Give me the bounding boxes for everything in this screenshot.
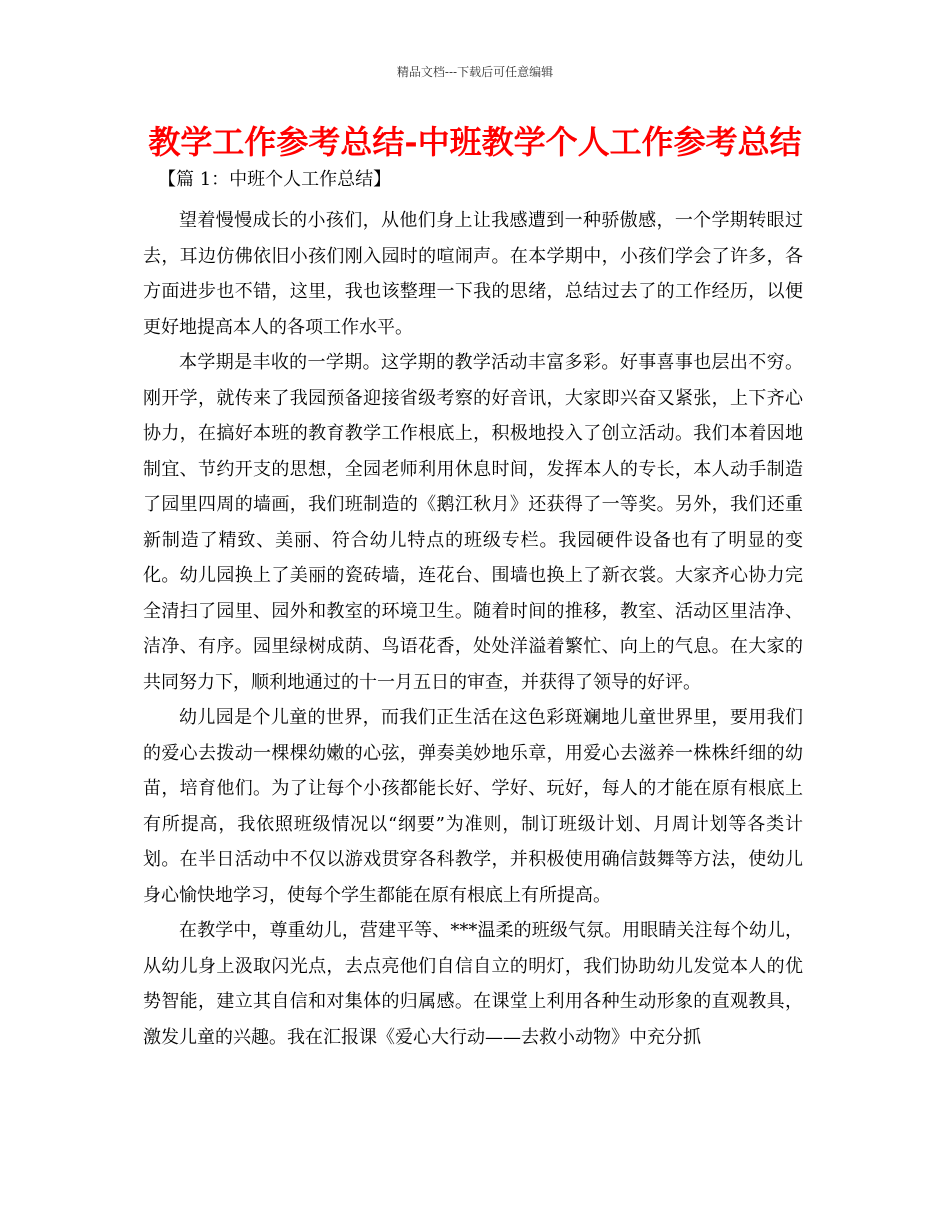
paragraph: 在教学中，尊重幼儿，营建平等、***温柔的班级气氛。用眼睛关注每个幼儿，从幼儿身上汲取闪光点，去点亮他们自信自立的明灯，我们协助幼儿发觉本人的优势智能，建立其自信和对集体的归属感。在课堂上利用各种生动形象的直观教具，激发儿童的兴趣。我在汇报课《爱心大行动——去救小动物》中充分抓 <box>143 920 803 1048</box>
paragraph: 幼儿园是个儿童的世界，而我们正生活在这色彩斑斓地儿童世界里，要用我们的爱心去拨动一棵棵幼嫩的心弦，弹奏美妙地乐章，用爱心去滋养一株株纤细的幼苗，培育他们。为了让每个小孩都能长好、学好、玩好，每人的才能在原有根底上有所提高，我依照班级情况以“纲要”为准则，制订班级计划、月周计划等各类计划。在半日活动中不仅以游戏贯穿各科教学，并积极使用确信鼓舞等方法，使幼儿身心愉快地学习，使每个学生都能在原有根底上有所提高。 <box>143 707 803 906</box>
document-title: 教学工作参考总结-中班教学个人工作参考总结 <box>148 123 802 161</box>
paragraph: 望着慢慢成长的小孩们，从他们身上让我感遭到一种骄傲感，一个学期转眼过去，耳边仿佛依旧小孩们刚入园时的喧闹声。在本学期中，小孩们学会了许多，各方面进步也不错，这里，我也该整理一下我的思绪，总结过去了的工作经历，以便更好地提高本人的各项工作水平。 <box>143 210 803 338</box>
section-heading: 【篇 1：中班个人工作总结】 <box>158 169 392 190</box>
paragraph: 本学期是丰收的一学期。这学期的教学活动丰富多彩。好事喜事也层出不穷。刚开学，就传来了我园预备迎接省级考察的好音讯，大家即兴奋又紧张，上下齐心协力，在搞好本班的教育教学工作根底上，积极地投入了创立活动。我们本着因地制宜、节约开支的思想，全园老师利用休息时间，发挥本人的专长，本人动手制造了园里四周的墙画，我们班制造的《鹅江秋月》还获得了一等奖。另外，我们还重新制造了精致、美丽、符合幼儿特点的班级专栏。我园硬件设备也有了明显的变化。幼儿园换上了美丽的瓷砖墙，连花台、围墙也换上了新衣裳。大家齐心协力完全清扫了园里、园外和教室的环境卫生。随着时间的推移，教室、活动区里洁净、洁净、有序。园里绿树成荫、鸟语花香，处处洋溢着繁忙、向上的气息。在大家的共同努力下，顺利地通过的十一月五日的审查，并获得了领导的好评。 <box>143 352 803 693</box>
header-note: 精品文档---下载后可任意编辑 <box>396 65 554 79</box>
body-text <box>143 203 803 1055</box>
